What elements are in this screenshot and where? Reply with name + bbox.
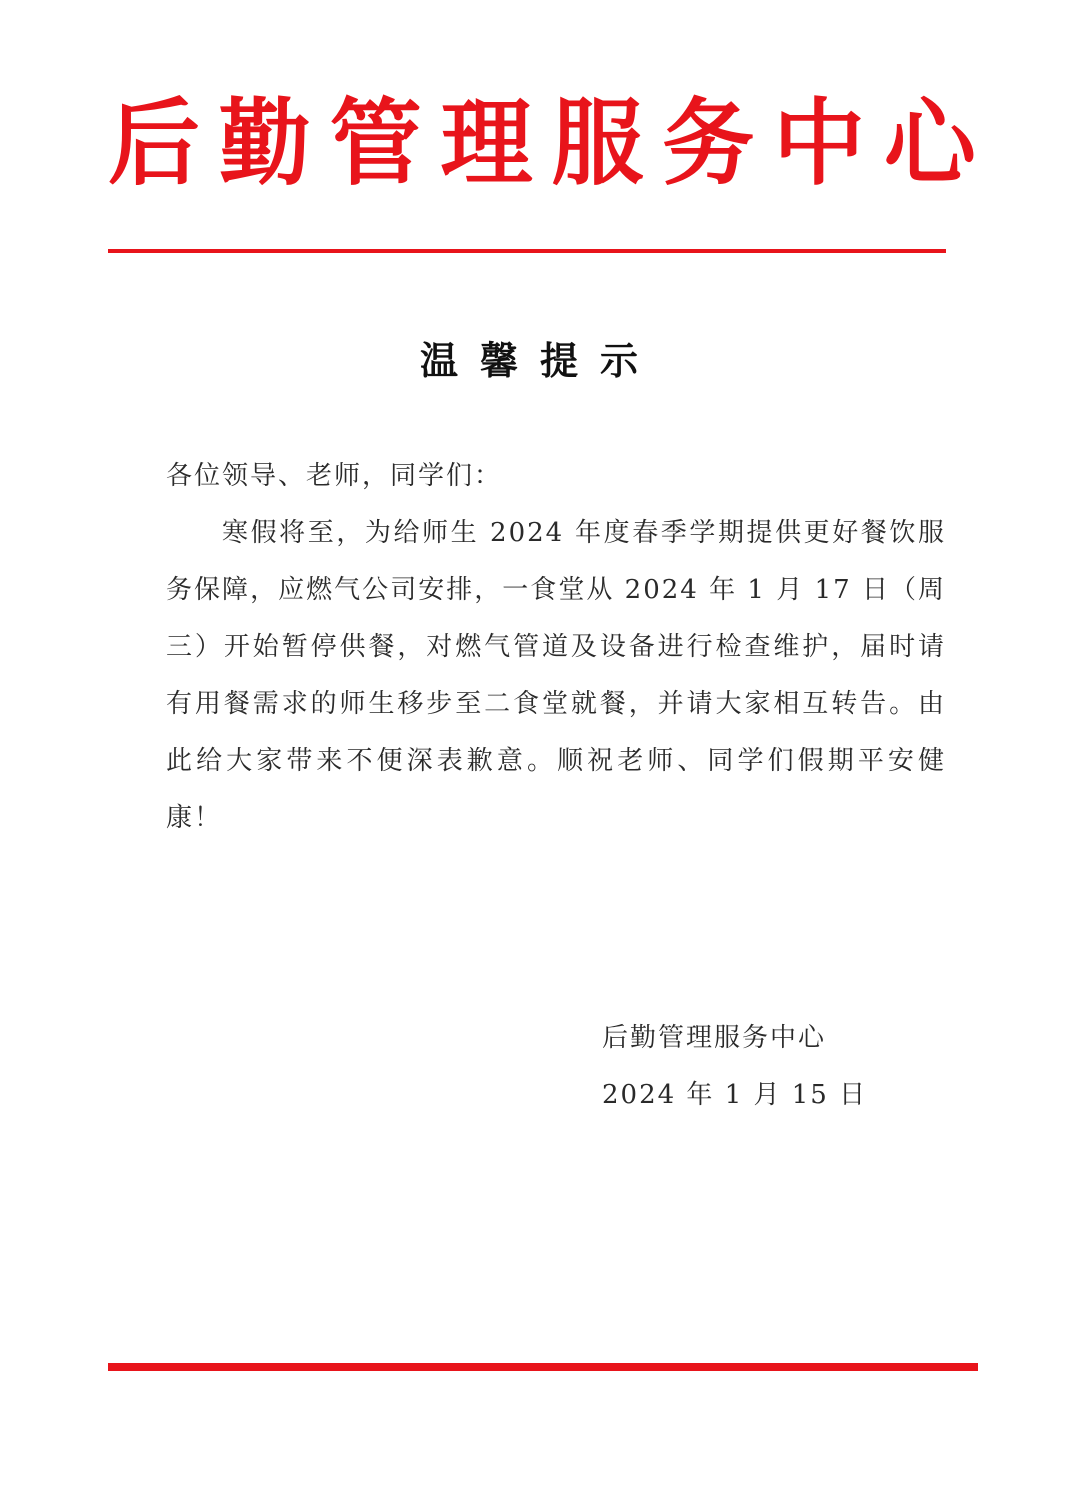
letterhead-title — [108, 88, 976, 198]
notice-body — [166, 448, 946, 847]
notice-greeting: 各位领导、老师，同学们： — [166, 461, 503, 491]
letterhead-char: 管 — [329, 87, 422, 199]
letterhead-char: 理 — [440, 87, 533, 199]
letterhead-divider-top — [108, 249, 946, 253]
notice-title: 温馨提示 — [419, 339, 660, 383]
signature-org: 后勤管理服务中心 — [602, 1023, 827, 1053]
notice-paragraph: 寒假将至，为给师生 2024 年度春季学期提供更好餐饮服务保障，应燃气公司安排，一食堂从 2024 年 1 月 17 日（周三）开始暂停供餐，对燃气管道及设备进行检查维护，届时请有用餐需求的师生移步至二食堂就餐，并请大家相互转告。由此给大家带来不便深表歉意。顺祝老师、同学们假期平安健康！ — [166, 518, 946, 833]
letterhead-char: 心 — [883, 87, 976, 199]
signature-date: 2024 年 1 月 15 日 — [602, 1080, 868, 1110]
letterhead-char: 务 — [662, 87, 755, 199]
letterhead-char: 服 — [551, 87, 644, 199]
footer-divider-bottom — [108, 1363, 978, 1371]
letterhead-char: 后 — [108, 87, 201, 199]
signature-block — [602, 1010, 867, 1124]
letterhead-char: 中 — [773, 87, 866, 199]
letterhead-char: 勤 — [218, 87, 311, 199]
